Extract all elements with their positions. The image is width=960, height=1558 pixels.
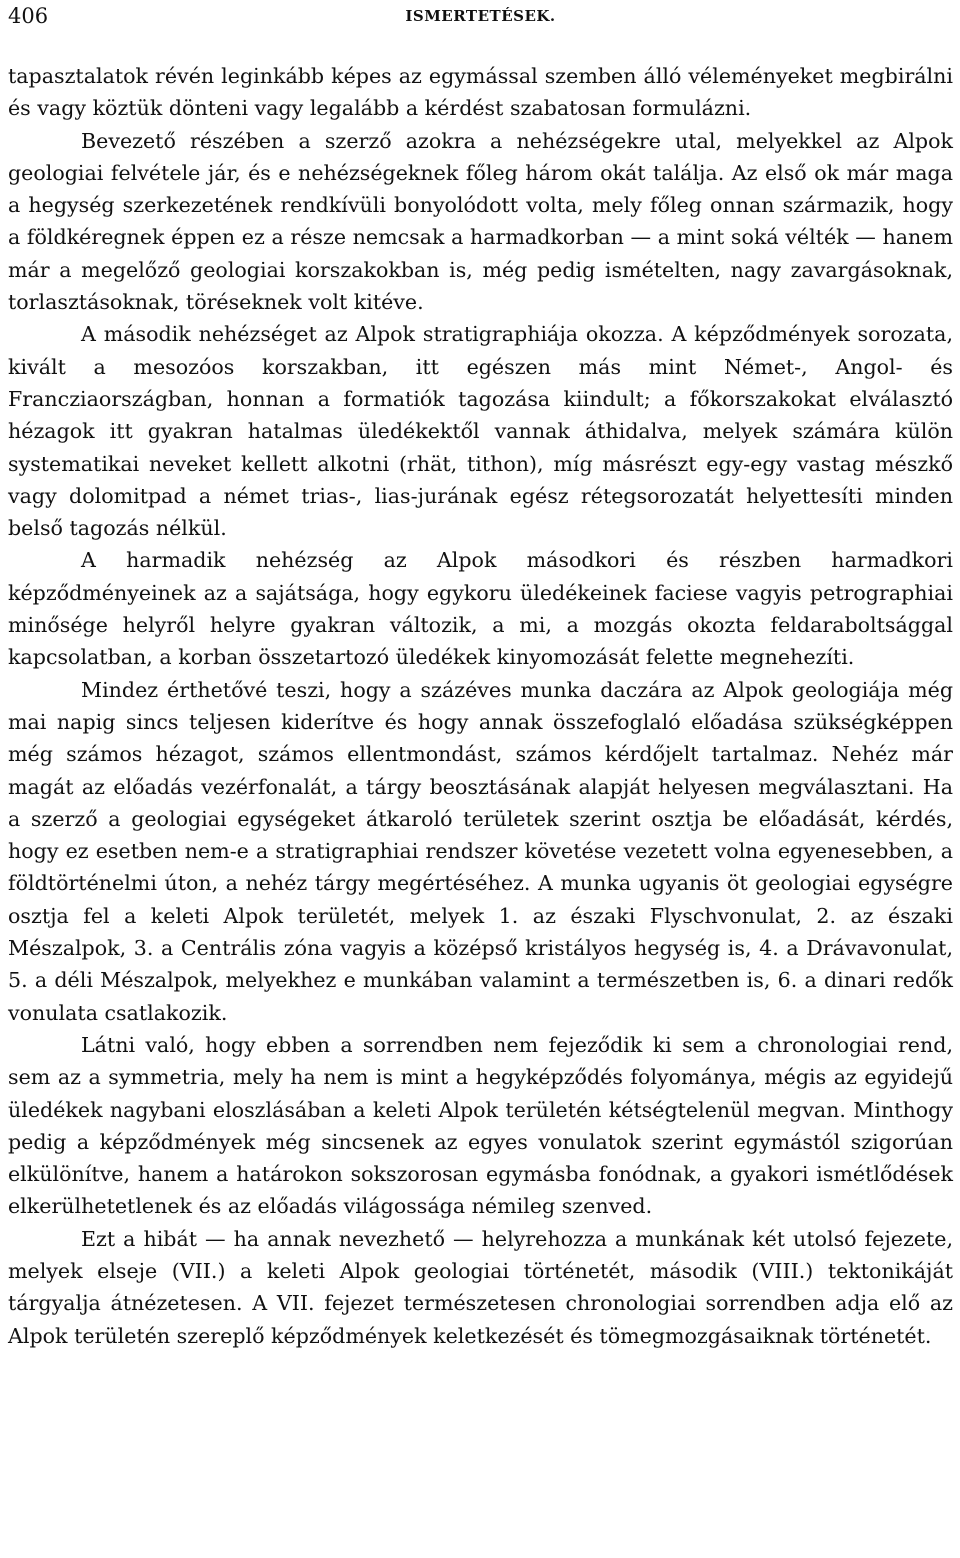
running-header — [8, 2, 953, 32]
paragraph-continued: tapasztalatok révén leginkább képes az egymással szemben álló véleményeket megbirálni és vagy köztük dönteni vagy legalább a kérdést szabatosan formulázni. — [8, 64, 953, 121]
article-body — [8, 60, 953, 1352]
paragraph: A harmadik nehézség az Alpok másodkori és részben harmadkori képződményeinek az a sajátsága, hogy egykoru üledékeinek faciese vagyis petrographiai minősége helyről helyre gyakran változik, a mi, a mozgás okozta feldaraboltsággal kapcsolatban, a korban összetartozó üledékek kinyomozását felette megnehezíti. — [8, 548, 953, 670]
paragraph: Látni való, hogy ebben a sorrendben nem fejeződik ki sem a chronologiai rend, sem az a symmetria, mely ha nem is mint a hegyképződés folyománya, mégis az egyidejű üledékek nagybani eloszlásában a keleti Alpok területén kétségtelenül megvan. Minthogy pedig a képződmények még sincsenek az egyes vonulatok szerint egymástól szigorúan elkülönítve, hanem a határokon sokszorosan egymásba fonódnak, a gyakori ismétlődések elkerülhetetlenek és az előadás világossága némileg szenved. — [8, 1032, 953, 1219]
paragraph: Mindez érthetővé teszi, hogy a százéves munka daczára az Alpok geologiája még mai napig sincs teljesen kiderítve és hogy annak összefoglaló előadása szükségképpen még számos hézagot, számos ellentmondást, számos kérdőjelt tartalmaz. Nehéz már magát az előadás vezérfonalát, a tárgy beosztásának alapját helyesen megválasztani. Ha a szerző a geologiai egységeket átkaroló területek szerint osztja be előadását, kérdés, hogy ez esetben nem-e a stratigraphiai rendszer követése vezetett volna egyenesebben, a földtörténelmi úton, a nehéz tárgy megértéséhez. A munka ugyanis öt geologiai egységre osztja fel a keleti Alpok területét, melyek 1. az északi Flyschvonulat, 2. az északi Mészalpok, 3. a Centrális zóna vagyis a középső kristályos hegység is, 4. a Drávavonulat, 5. a déli Mészalpok, melyekhez e munkában valamint a természetben is, 6. a dinari redők vonulata csatlakozik. — [8, 677, 953, 1025]
page-number: 406 — [8, 4, 49, 28]
document-page — [8, 0, 953, 1558]
running-title: ISMERTETÉSEK. — [405, 7, 556, 25]
paragraph: Ezt a hibát — ha annak nevezhető — helyrehozza a munkának két utolsó fejezete, melyek elseje (VII.) a keleti Alpok geologiai történetét, második (VIII.) tektonikáját tárgyalja átnézetesen. A VII. fejezet természetesen chronologiai sorrendben adja elő az Alpok területén szereplő képződmények keletkezését és tömegmozgásaiknak történetét. — [8, 1226, 953, 1348]
paragraph: Bevezető részében a szerző azokra a nehézségekre utal, melyekkel az Alpok geologiai felvétele jár, és e nehézségeknek főleg három okát találja. Az első ok már maga a hegység szerkezetének rendkívüli bonyolódott volta, mely főleg onnan származik, hogy a földkéregnek éppen ez a része nemcsak a harmadkorban — a mint soká vélték — hanem már a megelőző geologiai korszakokban is, még pedig ismételten, nagy zavargásoknak, torlasztásoknak, töréseknek volt kitéve. — [8, 128, 953, 315]
paragraph: A második nehézséget az Alpok stratigraphiája okozza. A képződmények sorozata, kivált a mesozóos korszakban, itt egészen más mint Német-, Angol- és Francziaországban, honnan a formatiók tagozása kiindult; a főkorszakokat elválasztó hézagok itt gyakran hatalmas üledékektől vannak áthidalva, melyek számára külön systematikai neveket kellett alkotni (rhät, tithon), míg másrészt egy-egy vastag mészkő vagy dolomitpad a német trias-, lias-jurának egész rétegsorozatát helyettesíti minden belső tagozás nélkül. — [8, 322, 953, 541]
